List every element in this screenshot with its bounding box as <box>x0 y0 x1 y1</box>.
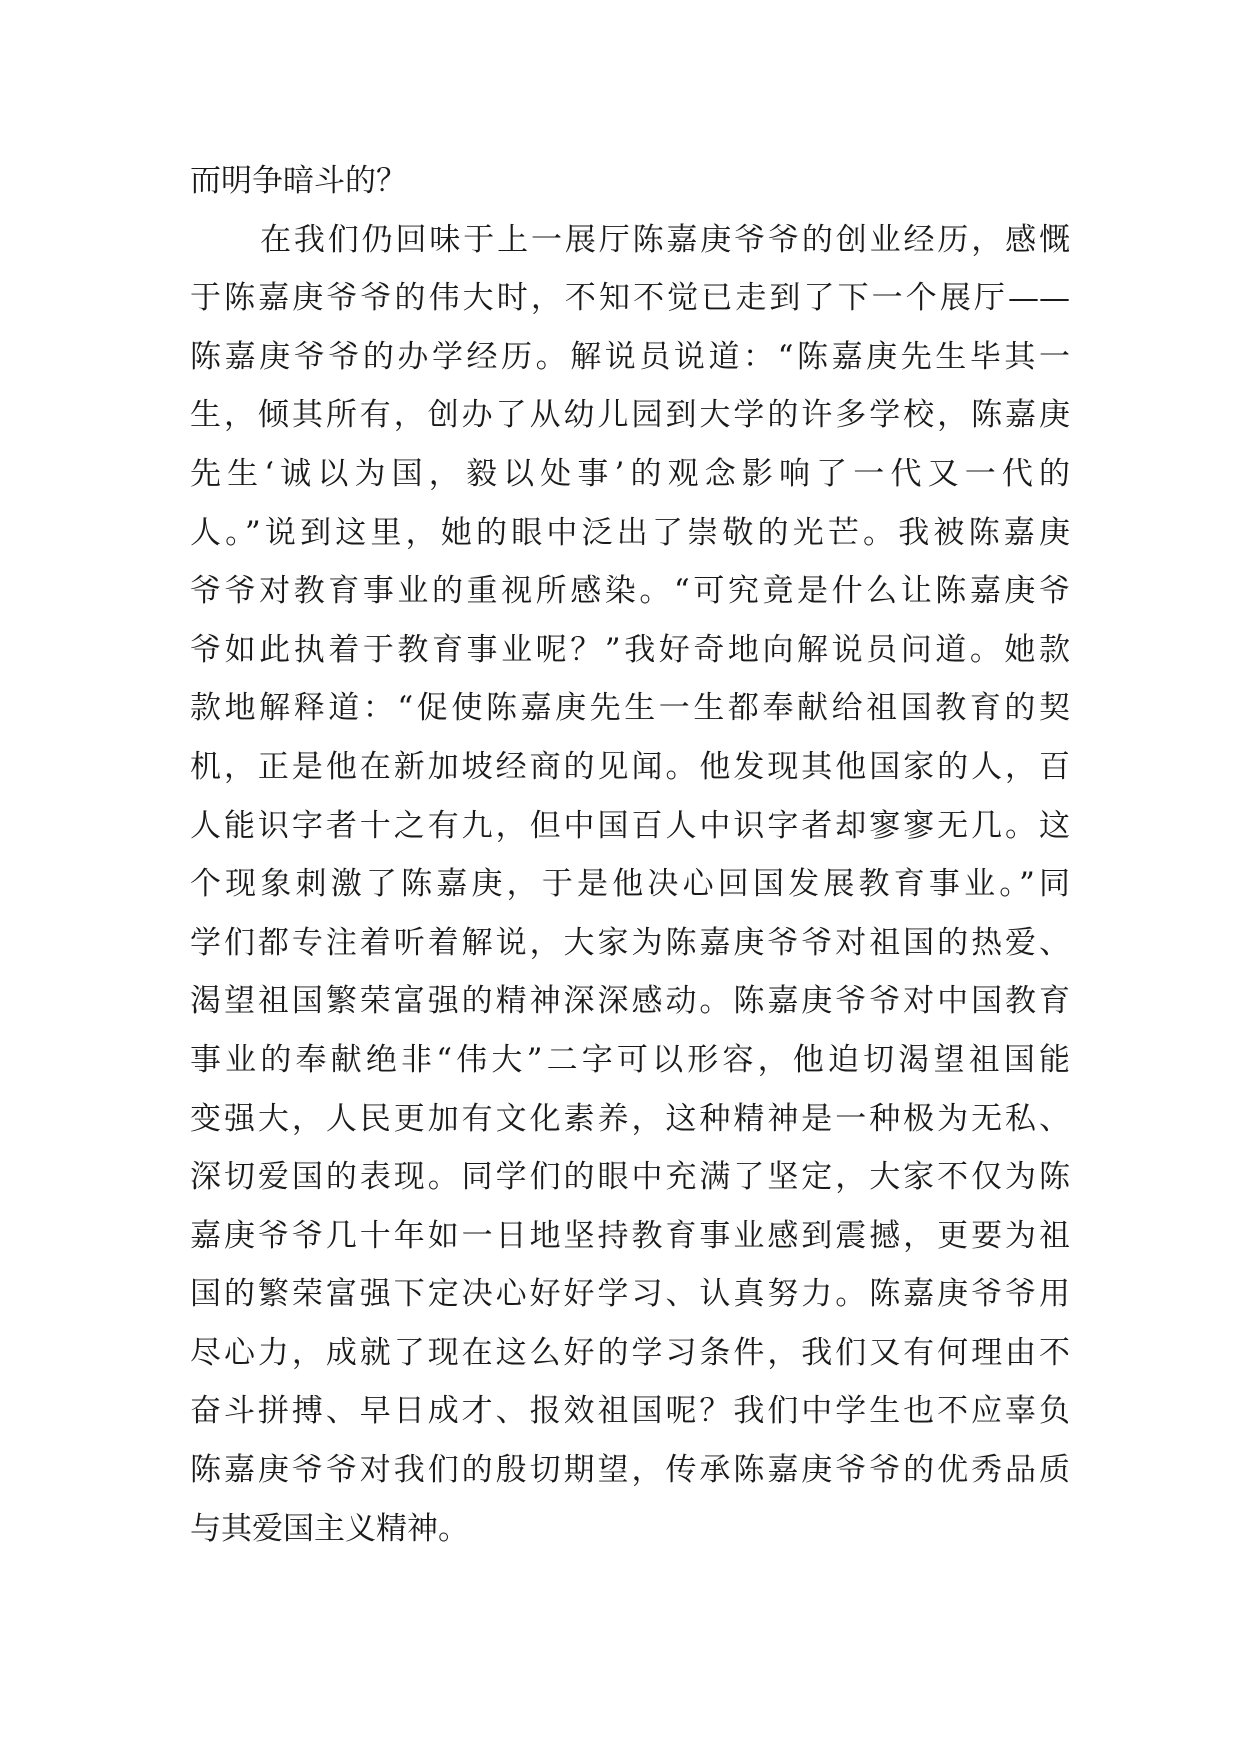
text-line: 机，正是他在新加坡经商的见闻。他发现其他国家的人，百 <box>190 748 1070 785</box>
text-line: 深切爱国的表现。同学们的眼中充满了坚定，大家不仅为陈 <box>190 1159 1070 1196</box>
text-line: 人能识字者十之有九，但中国百人中识字者却寥寥无几。这 <box>190 807 1070 844</box>
text-line: 奋斗拼搏、早日成才、报效祖国呢？我们中学生也不应辜负 <box>190 1393 1070 1430</box>
text-line: 个现象刺激了陈嘉庚，于是他决心回国发展教育事业。”同 <box>190 866 1070 903</box>
text-line: 尽心力，成就了现在这么好的学习条件，我们又有何理由不 <box>190 1334 1070 1371</box>
text-line: 国的繁荣富强下定决心好好学习、认真努力。陈嘉庚爷爷用 <box>190 1276 1070 1313</box>
text-line: 陈嘉庚爷爷对我们的殷切期望，传承陈嘉庚爷爷的优秀品质 <box>190 1452 1070 1489</box>
text-line: 嘉庚爷爷几十年如一日地坚持教育事业感到震撼，更要为祖 <box>190 1217 1070 1254</box>
text-line: 爷如此执着于教育事业呢？”我好奇地向解说员问道。她款 <box>190 631 1070 668</box>
text-line: 生，倾其所有，创办了从幼儿园到大学的许多学校，陈嘉庚 <box>190 397 1070 434</box>
text-line: 与其爱国主义精神。 <box>190 1510 469 1547</box>
text-line: 事业的奉献绝非“伟大”二字可以形容，他迫切渴望祖国能 <box>190 1041 1070 1078</box>
text-line: 而明争暗斗的？ <box>190 163 407 199</box>
text-line: 渴望祖国繁荣富强的精神深深感动。陈嘉庚爷爷对中国教育 <box>190 983 1070 1020</box>
text-line: 人。”说到这里，她的眼中泛出了崇敬的光芒。我被陈嘉庚 <box>190 514 1070 551</box>
text-line: 爷爷对教育事业的重视所感染。“可究竟是什么让陈嘉庚爷 <box>190 573 1070 610</box>
body-text <box>190 152 1070 1558</box>
text-line: 变强大，人民更加有文化素养，这种精神是一种极为无私、 <box>190 1100 1070 1137</box>
text-line: 于陈嘉庚爷爷的伟大时，不知不觉已走到了下一个展厅—— <box>190 280 1070 317</box>
paragraph-first-line: 在我们仍回味于上一展厅陈嘉庚爷爷的创业经历，感慨 <box>260 221 1070 258</box>
text-line: 先生‘诚以为国，毅以处事’的观念影响了一代又一代的 <box>190 455 1070 492</box>
text-line: 陈嘉庚爷爷的办学经历。解说员说道：“陈嘉庚先生毕其一 <box>190 338 1070 375</box>
text-line: 款地解释道：“促使陈嘉庚先生一生都奉献给祖国教育的契 <box>190 690 1070 727</box>
text-line: 学们都专注着听着解说，大家为陈嘉庚爷爷对祖国的热爱、 <box>190 924 1070 961</box>
